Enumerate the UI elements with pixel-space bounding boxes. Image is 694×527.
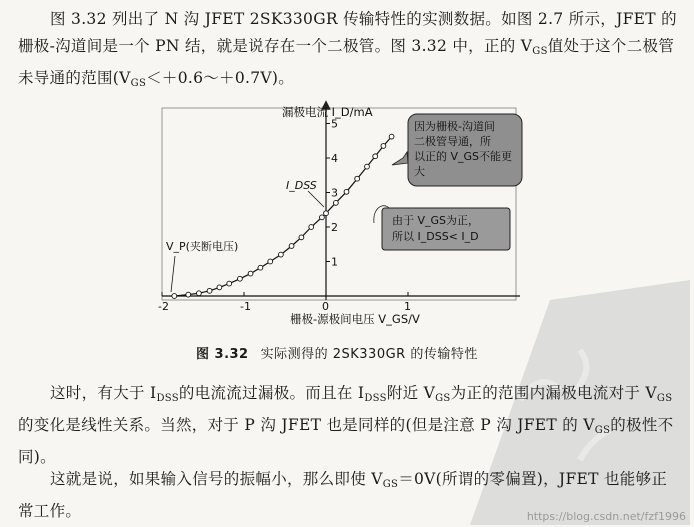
paragraph-2: 这时，有大于 $I_{DSS}$的电流流过漏极。而且在 $I_{DSS}$附近 $V_{GS}$为正的范围内漏极电流对于 $V_{GS}$的变化是线性关系。当然，对于 P 沟 JFET 也是同样的(但是注意 P 沟 JFET 的 $V_{GS}$的极性不同)。: [18, 384, 674, 466]
data-point: [344, 189, 349, 194]
x-tick-label: -2: [158, 300, 169, 313]
figure-number: 图 3.32: [196, 347, 249, 362]
idss-annotation: [286, 179, 324, 207]
x-tick-label: 1: [404, 300, 411, 313]
watermark-url: https://blog.csdn.net/fzf1996: [526, 510, 686, 523]
data-point: [309, 225, 314, 230]
callout-1-line: 大: [414, 165, 425, 178]
data-point: [355, 176, 360, 181]
data-point: [279, 252, 284, 257]
callout-2-line: 由于 V_GS为正，: [392, 214, 480, 227]
y-tick-label: 3: [331, 186, 338, 200]
data-point: [238, 276, 243, 281]
data-point: [389, 134, 394, 139]
x-axis-label: 栅极-源极间电压 V_GS/V: [290, 312, 420, 326]
y-tick-label: 5: [331, 117, 338, 131]
data-point: [381, 144, 386, 149]
data-point: [207, 288, 212, 293]
data-point: [172, 294, 177, 299]
caption-text: 实际测得的 2SK330GR 的传输特性: [260, 347, 478, 362]
data-point: [324, 211, 329, 216]
data-point: [227, 281, 232, 286]
callout-1-line: 以正的 V_GS不能更: [414, 150, 513, 163]
data-point: [373, 154, 378, 159]
callout-box-2: [374, 206, 510, 250]
data-point: [333, 200, 338, 205]
x-tick-label: 0: [322, 300, 329, 313]
data-point: [289, 244, 294, 249]
y-tick-label: 4: [331, 152, 338, 165]
svg-text:I_DSS: I_DSS: [286, 179, 317, 192]
data-point: [186, 292, 191, 297]
y-tick-label: 2: [331, 221, 338, 234]
x-tick-label: -1: [240, 300, 251, 313]
callout-1-line: 因为栅极-沟道间: [414, 120, 495, 133]
paragraph-1: 图 3.32 列出了 N 沟 JFET 2SK330GR 传输特性的实测数据。如图 2.7 所示，JFET 的栅极-沟道间是一个 PN 结，就是说存在一个二极管。图 3.32 中，正的 $V_{GS}$值处于这个二极管未导通的范围$(V_{GS}<+0.6\sim+0.7V)$。: [18, 10, 677, 89]
data-point: [320, 215, 325, 220]
figure-caption: [196, 343, 478, 362]
y-axis-label: 漏极电流 I_D/mA: [282, 105, 373, 119]
callout-box-1: [392, 114, 522, 186]
y-tick-label: 1: [331, 255, 338, 269]
paragraph-3: 这就是说，如果输入信号的振幅小，那么即使 $V_{GS}=0V$(所谓的零偏置)，JFET 也能够正常工作。: [18, 470, 668, 520]
data-point: [268, 259, 273, 264]
transfer-curve: [174, 137, 391, 296]
callout-2-line: 所以 I_DSS< I_D: [392, 230, 479, 243]
data-point: [217, 285, 222, 290]
tick-marks: [162, 124, 408, 297]
data-point: [365, 164, 370, 169]
data-point: [197, 291, 202, 296]
callout-1-line: 二极管导通，所: [414, 135, 491, 148]
svg-text:V_P(夹断电压): V_P(夹断电压): [166, 240, 239, 253]
data-point: [258, 265, 263, 270]
data-point: [299, 235, 304, 240]
data-point: [248, 271, 253, 276]
